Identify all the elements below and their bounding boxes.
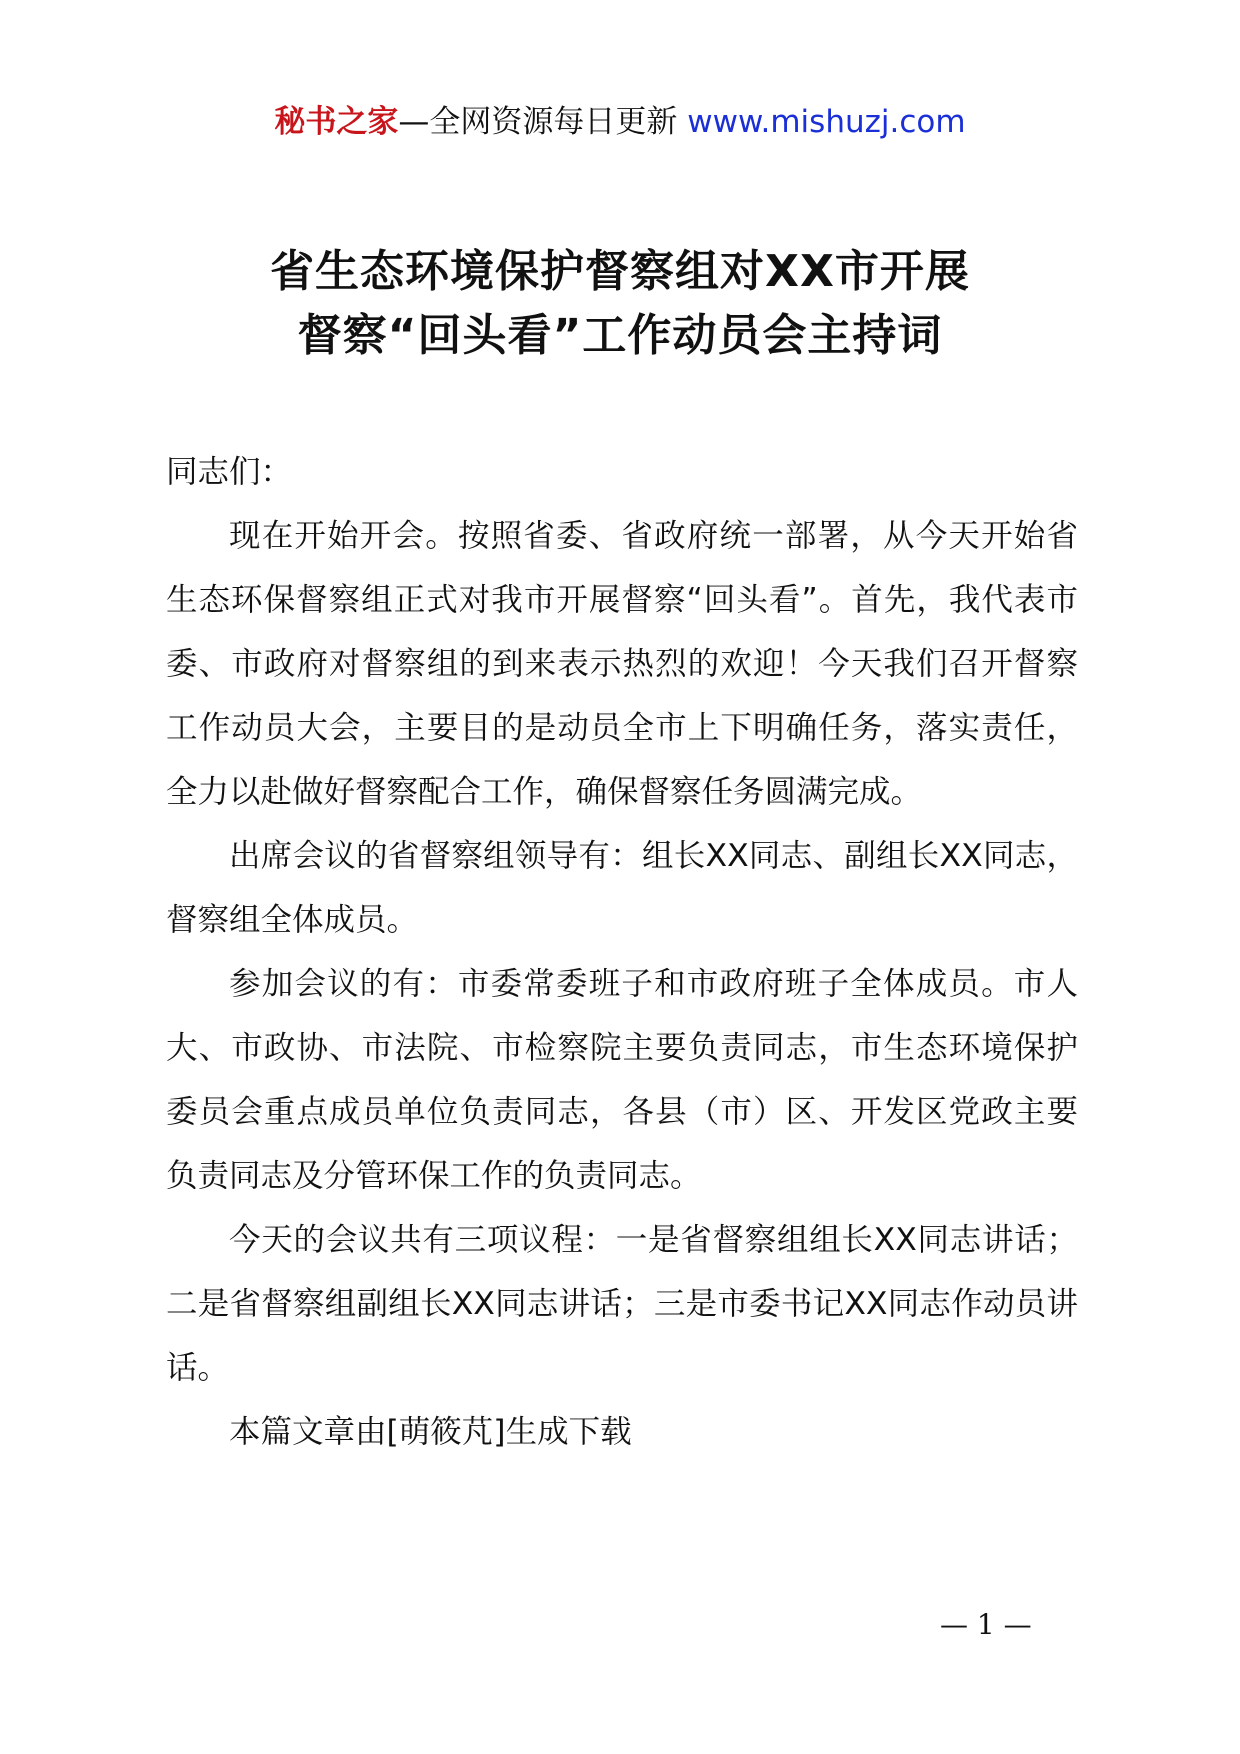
brand-name: 秘书之家 — [274, 104, 399, 140]
site-url-link[interactable]: www.mishuzj.com — [687, 104, 966, 140]
paragraph-source-note: 本篇文章由[萌筱芃]生成下载 — [229, 1414, 632, 1450]
salutation: 同志们： — [166, 454, 293, 490]
paragraph-agenda: 今天的会议共有三项议程：一是省督察组组长XX同志讲话；二是省督察组副组长XX同志讲话；三是市委书记XX同志作动员讲话。 — [166, 1222, 1078, 1386]
site-header — [0, 100, 1240, 144]
paragraph-attending-leaders: 出席会议的省督察组领导有：组长XX同志、副组长XX同志，督察组全体成员。 — [166, 838, 1078, 938]
document-body — [166, 440, 1078, 1464]
header-tagline: —全网资源每日更新 — [398, 104, 678, 140]
page-number: — 1 — — [940, 1608, 1032, 1641]
title-line-2: 督察“回头看”工作动员会主持词 — [297, 310, 943, 361]
paragraph-opening: 现在开始开会。按照省委、省政府统一部署，从今天开始省生态环保督察组正式对我市开展督察“回头看”。首先，我代表市委、市政府对督察组的到来表示热烈的欢迎！今天我们召开督察工作动员大会，主要目的是动员全市上下明确任务，落实责任，全力以赴做好督察配合工作，确保督察任务圆满完成。 — [166, 518, 1078, 810]
paragraph-participants: 参加会议的有：市委常委班子和市政府班子全体成员。市人大、市政协、市法院、市检察院主要负责同志，市生态环境保护委员会重点成员单位负责同志，各县（市）区、开发区党政主要负责同志及分管环保工作的负责同志。 — [166, 966, 1078, 1194]
title-line-1: 省生态环境保护督察组对XX市开展 — [270, 246, 970, 297]
document-title — [0, 240, 1240, 368]
